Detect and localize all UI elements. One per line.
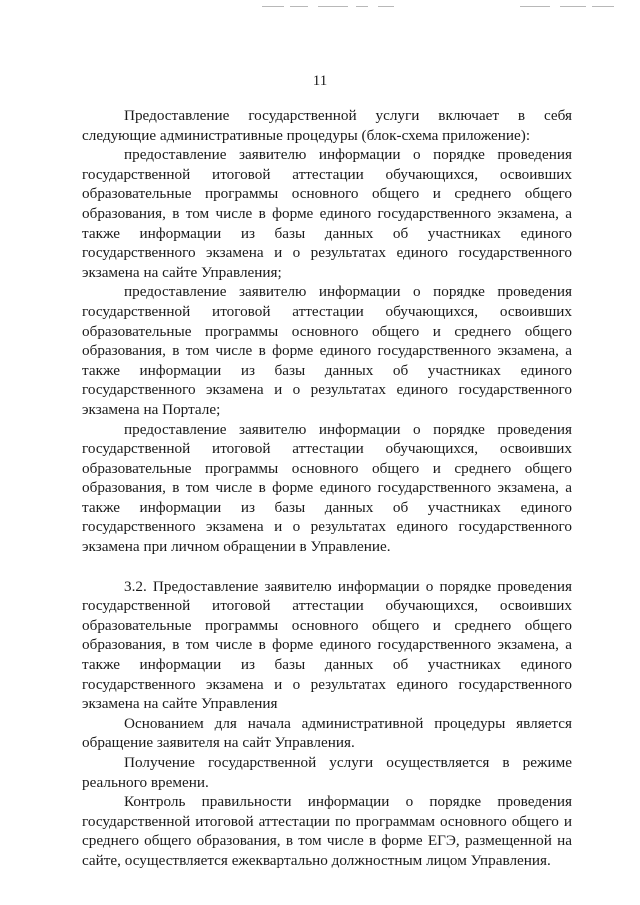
paragraph-procedure-personal: предоставление заявителю информации о порядке проведения государственной итоговой аттестации обучающихся, освоивших образовательные программы основного общего и среднего общего образования, в том числе в форме единого государственного экзамена, а также информации из базы данных об участниках единого государственного экзамена и о результатах единого государственного экзамена при личном обращении в Управление. xyxy=(82,420,572,556)
scan-artifact xyxy=(290,6,308,7)
paragraph-control: Контроль правильности информации о порядке проведения государственной итоговой аттестации по программам основного общего и среднего общего образования, в том числе в форме ЕГЭ, размещенной на сайте, осуществляется ежеквартально должностным лицом Управления. xyxy=(82,793,572,869)
paragraph-intro: Предоставление государственной услуги включает в себя следующие административные процедуры (блок-схема приложение): xyxy=(82,107,572,144)
scan-artifact xyxy=(318,6,348,7)
paragraph-section-3-2: 3.2. Предоставление заявителю информации о порядке проведения государственной итоговой аттестации обучающихся, освоивших образовательные программы основного общего и среднего общего образования, в том числе в форме единого государственного экзамена, а также информации из базы данных об участниках единого государственного экзамена и о результатах единого государственного экзамена на сайте Управления xyxy=(82,577,572,713)
paragraph-procedure-portal: предоставление заявителю информации о порядке проведения государственной итоговой аттестации обучающихся, освоивших образовательные программы основного общего и среднего общего образования, в том числе в форме единого государственного экзамена, а также информации из базы данных об участниках единого государственного экзамена и о результатах единого государственного экзамена на Портале; xyxy=(82,283,572,418)
scan-artifact xyxy=(592,6,614,7)
scan-artifact xyxy=(356,6,368,7)
paragraph-procedure-site: предоставление заявителю информации о порядке проведения государственной итоговой аттестации обучающихся, освоивших образовательные программы основного общего и среднего общего образования, в том числе в форме единого государственного экзамена, а также информации из базы данных об участниках единого государственного экзамена и о результатах единого государственного экзамена на сайте Управления; xyxy=(82,146,572,281)
paragraph-basis: Основанием для начала административной процедуры является обращение заявителя на сайт Управления. xyxy=(82,714,572,752)
paragraph-realtime: Получение государственной услуги осуществляется в режиме реального времени. xyxy=(82,754,572,791)
scan-artifact xyxy=(378,6,394,7)
scan-artifact xyxy=(520,6,550,7)
scan-artifact xyxy=(262,6,284,7)
page-number: 11 xyxy=(312,73,328,89)
body-text xyxy=(82,106,572,871)
scan-artifact xyxy=(560,6,586,7)
